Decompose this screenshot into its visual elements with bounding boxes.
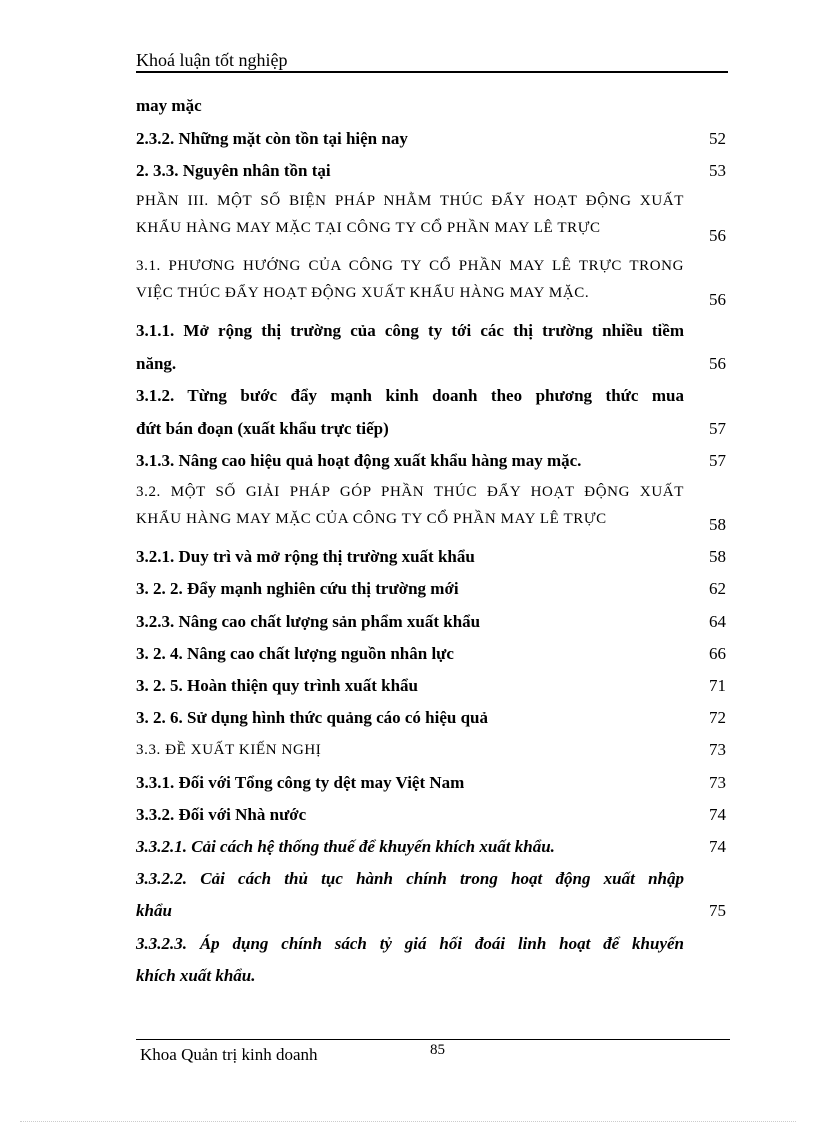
toc-entry-text: 3.3.2.3. Áp dụng chính sách tỷ giá hối đoái linh hoạt để khuyến bbox=[136, 934, 684, 953]
toc-entry-text: 3.3.1. Đối với Tổng công ty dệt may Việt Nam bbox=[136, 773, 465, 792]
toc-entry-text: PHẦN III. MỘT SỐ BIỆN PHÁP NHẰM THÚC ĐẨY HOẠT ĐỘNG XUẤT bbox=[136, 193, 684, 209]
toc-entry-text: 3.3.2. Đối với Nhà nước bbox=[136, 805, 307, 824]
toc-entry-text: 3. 2. 4. Nâng cao chất lượng nguồn nhân lực bbox=[136, 644, 454, 663]
toc-entry-text: 3. 2. 6. Sử dụng hình thức quảng cáo có hiệu quả bbox=[136, 708, 489, 727]
toc-entry-page: 74 bbox=[709, 805, 726, 824]
toc-entry-text-cont: năng. bbox=[136, 354, 177, 373]
toc-entry-page: 73 bbox=[709, 773, 726, 792]
toc-entry-page: 56 bbox=[709, 226, 726, 245]
toc-entry-page: 52 bbox=[709, 129, 726, 148]
toc-entry-text-cont: KHẨU HÀNG MAY MẶC CỦA CÔNG TY CỔ PHẦN MAY LÊ TRỰC bbox=[136, 511, 607, 527]
toc-entry-text: 3.3. ĐỀ XUẤT KIẾN NGHỊ bbox=[136, 742, 322, 758]
toc-entry-page: 73 bbox=[709, 740, 726, 759]
page-header bbox=[136, 48, 728, 73]
toc-entry-text: 3.1.3. Nâng cao hiệu quả hoạt động xuất khẩu hàng may mặc. bbox=[136, 451, 582, 470]
toc-entry-page: 74 bbox=[709, 837, 726, 856]
toc-entry-text: 3.1.2. Từng bước đẩy mạnh kinh doanh theo phương thức mua bbox=[136, 386, 684, 405]
toc-entry-page: 62 bbox=[709, 579, 726, 598]
toc-entry-text: 3.2.3. Nâng cao chất lượng sản phẩm xuất khẩu bbox=[136, 612, 481, 631]
toc-entry-text: 3. 2. 5. Hoàn thiện quy trình xuất khẩu bbox=[136, 676, 418, 695]
toc-entry-text: 3.1.1. Mở rộng thị trường của công ty tới các thị trường nhiều tiềm bbox=[136, 321, 684, 340]
toc-entry-page: 53 bbox=[709, 161, 726, 180]
header-title: Khoá luận tốt nghiệp bbox=[136, 50, 288, 70]
toc-entry-text-cont: KHẨU HÀNG MAY MẶC TẠI CÔNG TY CỔ PHẦN MAY LÊ TRỰC bbox=[136, 220, 601, 236]
toc-entry-page: 57 bbox=[709, 451, 726, 470]
toc-entry-page: 64 bbox=[709, 612, 726, 631]
toc-entry-page: 56 bbox=[709, 354, 726, 373]
toc-entry-text-cont: khích xuất khẩu. bbox=[136, 966, 256, 985]
toc-entry-text: 3. 2. 2. Đẩy mạnh nghiên cứu thị trường mới bbox=[136, 579, 459, 598]
toc-entry-text: may mặc bbox=[136, 96, 202, 115]
toc-entry-text: 3.2. MỘT SỐ GIẢI PHÁP GÓP PHẦN THÚC ĐẨY HOẠT ĐỘNG XUẤT bbox=[136, 484, 684, 500]
toc-entry-page: 56 bbox=[709, 290, 726, 309]
toc-entry-text-cont: VIỆC THÚC ĐẨY HOẠT ĐỘNG XUẤT KHẨU HÀNG MAY MẶC. bbox=[136, 285, 590, 301]
toc-entry-text: 2.3.2. Những mặt còn tồn tại hiện nay bbox=[136, 129, 408, 148]
toc-entry-text: 3.2.1. Duy trì và mở rộng thị trường xuất khẩu bbox=[136, 547, 475, 566]
toc-entry-page: 58 bbox=[709, 515, 726, 534]
toc-entry-page: 58 bbox=[709, 547, 726, 566]
toc-entry-text-cont: khẩu bbox=[136, 901, 172, 920]
toc-entry-text: 3.1. PHƯƠNG HƯỚNG CỦA CÔNG TY CỔ PHẦN MAY LÊ TRỰC TRONG bbox=[136, 258, 684, 274]
toc-entry-page: 75 bbox=[709, 901, 726, 920]
toc-entry-page: 66 bbox=[709, 644, 726, 663]
toc-entry-page: 57 bbox=[709, 419, 726, 438]
footer-page-number: 85 bbox=[430, 1042, 445, 1058]
toc-entry-page: 71 bbox=[709, 676, 726, 695]
footer-department: Khoa Quản trị kinh doanh bbox=[140, 1045, 318, 1064]
toc-entry-text: 3.3.2.1. Cải cách hệ thống thuế để khuyến khích xuất khẩu. bbox=[136, 837, 555, 856]
toc-entry-text: 3.3.2.2. Cải cách thủ tục hành chính trong hoạt động xuất nhập bbox=[136, 869, 684, 888]
toc-entry-text-cont: đứt bán đoạn (xuất khẩu trực tiếp) bbox=[136, 419, 389, 438]
page-edge-divider bbox=[20, 1121, 796, 1122]
toc-entry-page: 72 bbox=[709, 708, 726, 727]
toc-entry-text: 2. 3.3. Nguyên nhân tồn tại bbox=[136, 161, 331, 180]
